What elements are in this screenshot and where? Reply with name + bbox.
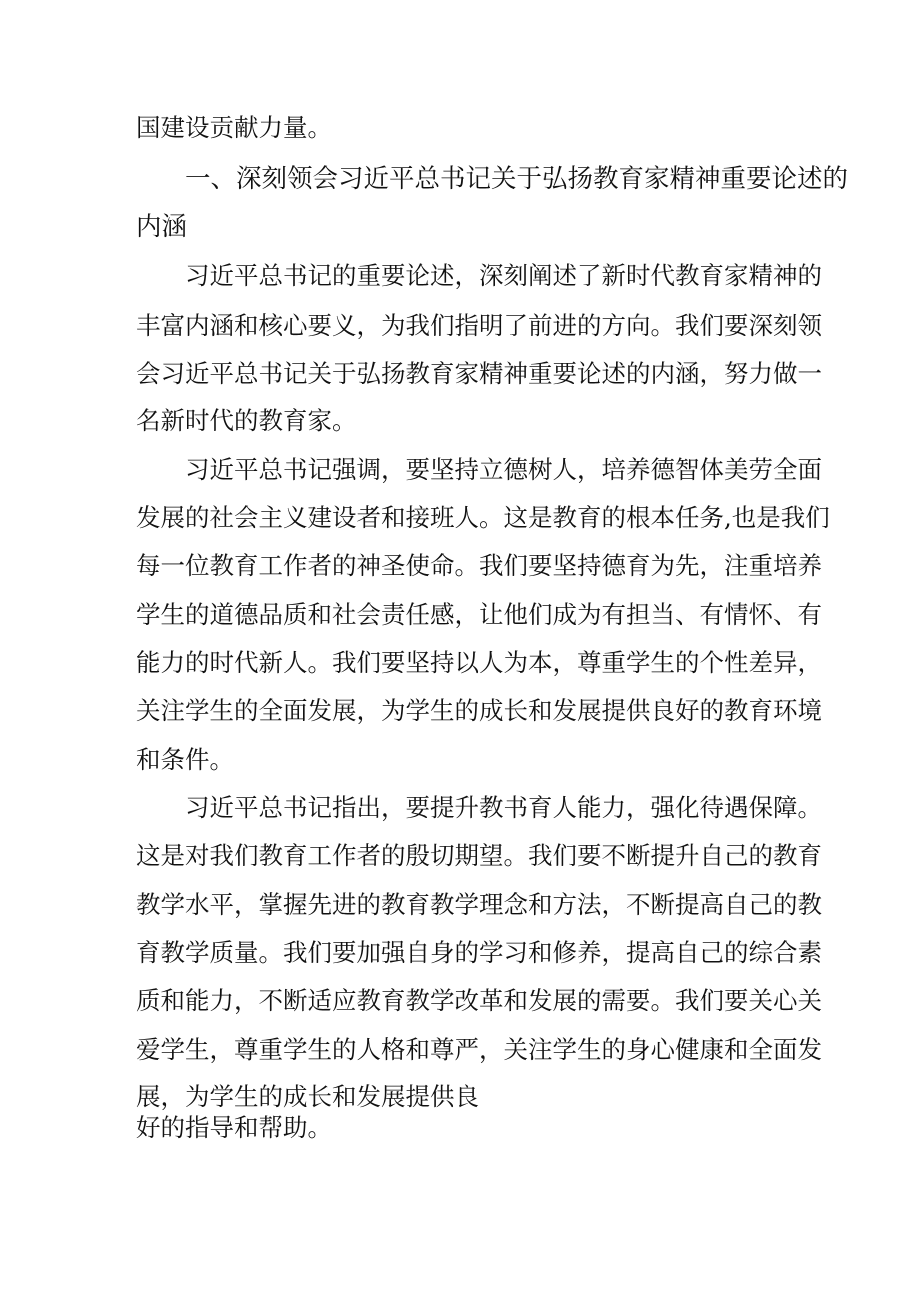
paragraph-tail-line: 国建设贡献力量。	[136, 113, 332, 142]
paragraph-3-line-3: 教学水平，掌握先进的教育教学理念和方法，不断提高自己的教	[136, 890, 822, 919]
paragraph-2-line-1: 习近平总书记强调，要坚持立德树人，培养德智体美劳全面	[185, 455, 822, 484]
paragraph-3-line-8: 好的指导和帮助。	[136, 1113, 332, 1142]
paragraph-3-line-6: 爱学生，尊重学生的人格和尊严，关注学生的身心健康和全面发	[136, 1035, 822, 1064]
section-heading-line-2: 内涵	[136, 212, 188, 242]
paragraph-2-line-7: 和条件。	[136, 745, 234, 774]
paragraph-1-line-4: 名新时代的教育家。	[136, 406, 357, 435]
paragraph-3-line-5: 质和能力，不断适应教育教学改革和发展的需要。我们要关心关	[136, 986, 822, 1015]
paragraph-3-line-4: 育教学质量。我们要加强自身的学习和修养，提高自己的综合素	[136, 938, 822, 967]
paragraph-2-line-5: 能力的时代新人。我们要坚持以人为本，尊重学生的个性差异，	[136, 648, 822, 677]
section-heading-line-1: 一、深刻领会习近平总书记关于弘扬教育家精神重要论述的	[185, 164, 849, 194]
paragraph-3-line-7: 展，为学生的成长和发展提供良	[136, 1082, 479, 1111]
paragraph-2-line-2: 发展的社会主义建设者和接班人。这是教育的根本任务,也是我们	[136, 503, 830, 532]
paragraph-2-line-4: 学生的道德品质和社会责任感，让他们成为有担当、有情怀、有	[136, 600, 822, 629]
paragraph-2-line-3: 每一位教育工作者的神圣使命。我们要坚持德育为先，注重培养	[136, 551, 822, 580]
paragraph-1-line-1: 习近平总书记的重要论述，深刻阐述了新时代教育家精神的	[185, 261, 822, 290]
paragraph-2-line-6: 关注学生的全面发展，为学生的成长和发展提供良好的教育环境	[136, 696, 822, 725]
paragraph-1-line-2: 丰富内涵和核心要义，为我们指明了前进的方向。我们要深刻领	[136, 311, 822, 340]
paragraph-1-line-3: 会习近平总书记关于弘扬教育家精神重要论述的内涵，努力做一	[136, 359, 822, 388]
paragraph-3-line-2: 这是对我们教育工作者的殷切期望。我们要不断提升自己的教育	[136, 841, 822, 870]
paragraph-3-line-1: 习近平总书记指出，要提升教书育人能力，强化待遇保障。	[185, 793, 822, 822]
